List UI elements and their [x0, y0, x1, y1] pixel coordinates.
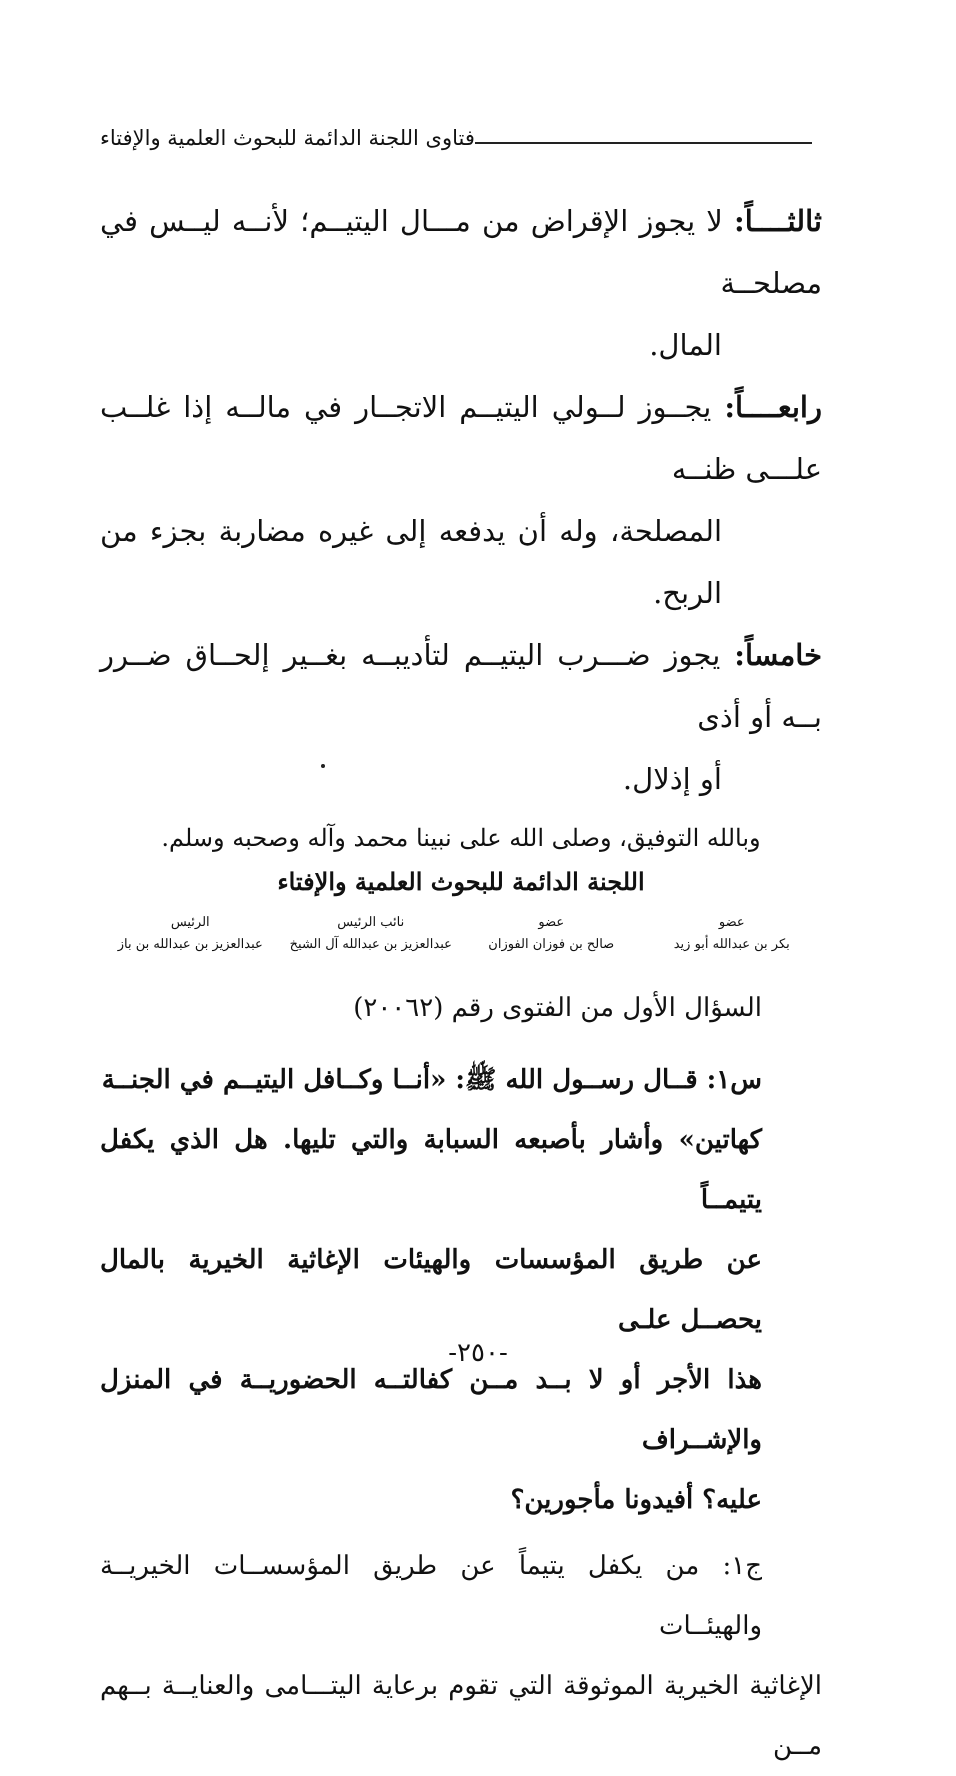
signatory-name: بكر بن عبدالله أبو زيد — [673, 937, 790, 952]
answer-text — [100, 1536, 822, 1776]
question-title: السؤال الأول من الفتوى رقم (٢٠٠٦٢) — [353, 993, 762, 1023]
question-line: كهاتين» وأشار بأصبعه السبابة والتي تليها. هل الذي يكفل يتيمــاً — [100, 1125, 762, 1215]
signatory-name: عبدالعزيز بن عبدالله آل الشيخ — [289, 937, 452, 952]
question-text — [100, 1050, 822, 1530]
page-content — [100, 190, 822, 1776]
item-label: ثالثــــاً: — [733, 204, 823, 238]
question-line: هذا الأجر أو لا بــد مــن كفالتــه الحضوريــة في المنزل والإشــراف — [100, 1365, 762, 1455]
answer-line: ج١: من يكفل يتيماً عن طريق المؤسســات الخيريــة والهيئــات — [100, 1551, 762, 1641]
item-fourth — [100, 376, 822, 624]
item-label: رابعــــاً: — [724, 390, 822, 424]
question-line: س١: قــال رســول الله ﷺ: «أنــا وكــافل اليتيــم في الجنــة — [101, 1065, 762, 1095]
closing-prayer: وبالله التوفيق، وصلى الله على نبينا محمد وآله وصحبه وسلم. — [161, 824, 761, 852]
running-header — [100, 118, 822, 158]
signatory-name: عبدالعزيز بن عبدالله بن باز — [117, 937, 263, 952]
item-third — [100, 190, 822, 376]
item-continuation: المال. — [649, 328, 722, 362]
item-text: لا يجوز الإقراض من مـــال اليتيــم؛ لأنــه ليــس في مصلحــة — [100, 204, 822, 300]
item-continuation: أو إذلال. — [622, 762, 722, 796]
committee-name: اللجنة الدائمة للبحوث العلمية والإفتاء — [277, 867, 645, 896]
item-text: يجــوز لــولي اليتيــم الاتجــار في مالــه إذا غلــب علـــى ظنــه — [100, 390, 822, 486]
signatory-role: الرئيس — [170, 915, 210, 930]
item-continuation: المصلحة، وله أن يدفعه إلى غيره مضاربة بجزء من الربح. — [100, 514, 722, 610]
signatory-role: عضو — [718, 915, 745, 930]
item-label: خامساً: — [734, 638, 823, 672]
signatory-role: عضو — [538, 915, 565, 930]
question-line: عليه؟ أفيدونا مأجورين؟ — [510, 1485, 762, 1515]
header-rule — [475, 142, 812, 144]
page-number: -٢٥٠- — [448, 1338, 508, 1368]
item-text: يجوز ضـــرب اليتيــم لتأديبــه بغــير إلحــاق ضــرر بــه أو أذى — [100, 638, 822, 734]
header-title: فتاوى اللجنة الدائمة للبحوث العلمية والإفتاء — [100, 126, 475, 150]
answer-line: الإغاثية الخيرية الموثوقة التي تقوم برعاية اليتـــامى والعنايــة بــهم مــن — [100, 1671, 822, 1761]
item-fifth — [100, 624, 822, 810]
signatory-name: صالح بن فوزان الفوزان — [488, 937, 615, 952]
signatory-role: نائب الرئيس — [337, 915, 405, 930]
question-line: عن طريق المؤسسات والهيئات الإغاثية الخيرية بالمال يحصــل علـى — [100, 1245, 762, 1335]
signatory-roles — [100, 912, 822, 934]
ink-speck — [321, 764, 325, 768]
signatory-names — [100, 934, 822, 956]
